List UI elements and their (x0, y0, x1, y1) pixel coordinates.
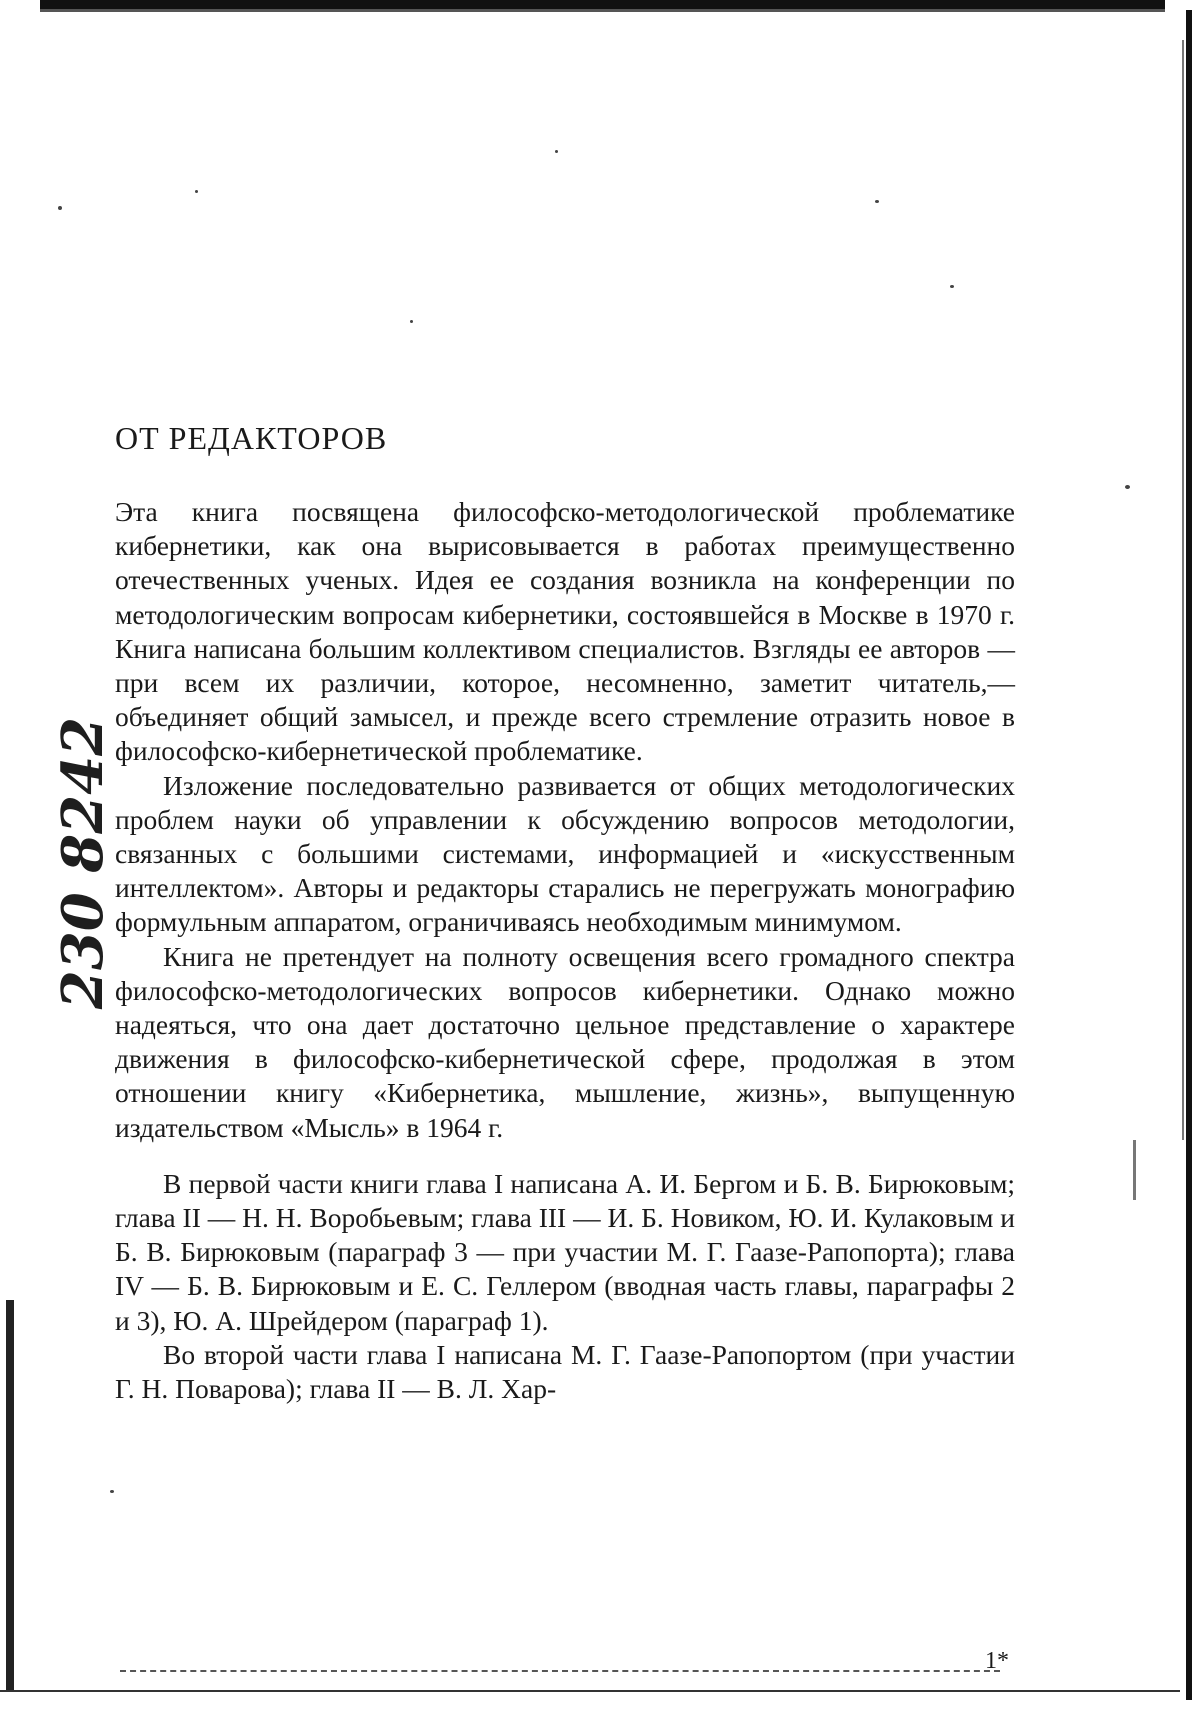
paragraph-5: Во второй части глава I написана М. Г. Гаазе-Рапопортом (при участии Г. Н. Поварова); глава II — В. Л. Хар- (115, 1338, 1015, 1405)
scan-bottom-border (0, 1690, 1180, 1692)
scan-right-border-shadow (1182, 40, 1184, 1140)
paragraph-spacer (115, 1145, 1015, 1167)
scan-speck (555, 150, 558, 153)
scan-top-border-shadow (40, 9, 1165, 12)
paragraph-3: Книга не претендует на полноту освещения всего громадного спектра философско-методологических вопросов кибернетики. Однако можно надеяться, что она дает достаточно цельное представление о характере движения в философско-кибернетической сфере, продолжая в этом отношении книгу «Кибернетика, мышление, жизнь», выпущенную издательством «Мысль» в 1964 г. (115, 940, 1015, 1143)
paragraph-2: Изложение последовательно развивается от общих методологических проблем науки об управлении к обсуждению вопросов методологии, связанных с большими системами, информацией и «искусственным интеллектом». Авторы и редакторы старались не перегружать монографию формульным аппаратом, ограничиваясь необходимым минимумом. (115, 769, 1015, 938)
page-signature-marker: 1* (985, 1648, 1009, 1674)
scan-speck (950, 285, 954, 288)
paragraph-1: Эта книга посвящена философско-методологической проблематике кибернетики, как она вырисовывается в работах преимущественно отечественных ученых. Идея ее создания возникла на конференции по методологическим вопросам кибернетики, состоявшейся в Москве в 1970 г. Книга написана большим коллективом специалистов. Взгляды ее авторов — при всем их различии, которое, несомненно, заметит читатель,— объединяет общий замысел, и прежде всего стремление отразить новое в философско-кибернетической проблематике. (115, 496, 1015, 767)
scan-right-border (1186, 10, 1192, 1700)
scan-speck (410, 320, 413, 323)
scan-top-border (40, 0, 1165, 9)
scan-speck (110, 1490, 114, 1493)
scan-speck (1133, 1140, 1136, 1200)
scan-speck (58, 206, 62, 210)
paragraph-4: В первой части книги глава I написана А. И. Бергом и Б. В. Бирюковым; глава II — Н. Н. Воробьевым; глава III — И. Б. Новиком, Ю. И. Кулаковым и Б. В. Бирюковым (параграф 3 — при участии М. Г. Гаазе-Рапопорта); глава IV — Б. В. Бирюковым и Е. С. Геллером (вводная часть главы, параграфы 2 и 3), Ю. А. Шрейдером (параграф 1). (115, 1167, 1015, 1336)
scan-speck (195, 190, 198, 193)
scan-left-border (6, 1300, 14, 1690)
handwritten-inventory-number-text: 230 8242 (50, 716, 116, 1010)
scan-speck (875, 200, 879, 203)
page-content (115, 420, 1015, 1406)
footer-dashed-line (120, 1670, 1000, 1674)
section-title: ОТ РЕДАКТОРОВ (115, 420, 388, 456)
scan-speck (1125, 485, 1130, 489)
